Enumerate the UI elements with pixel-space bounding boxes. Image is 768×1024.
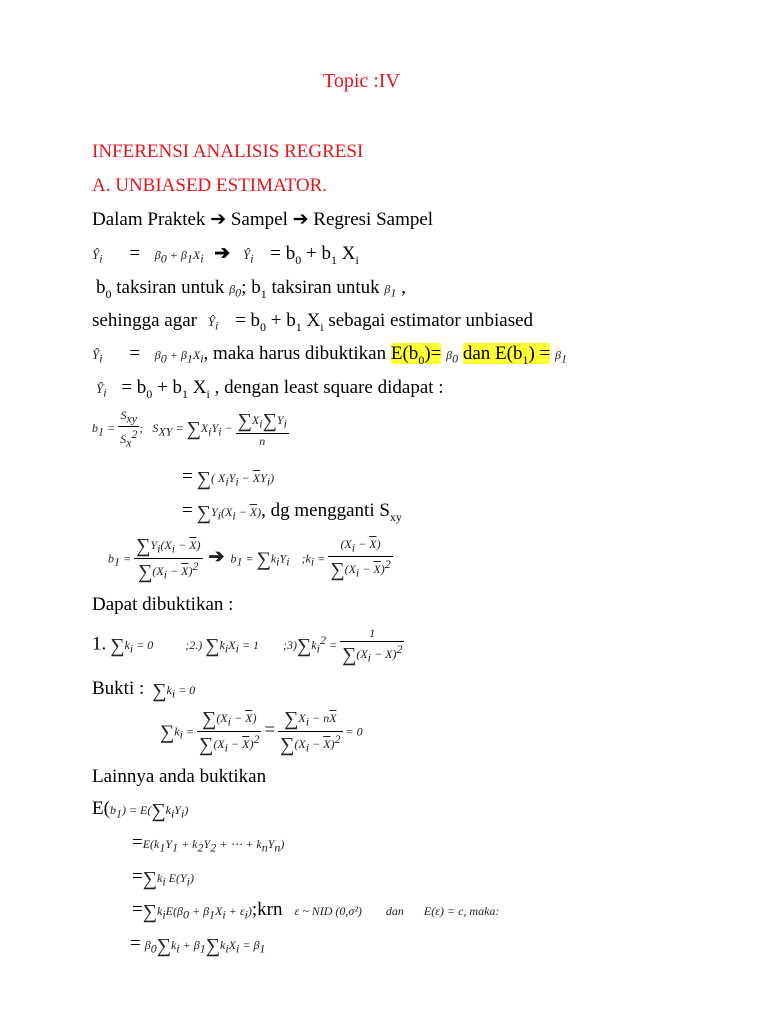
expectation-line-4: $=\sum k_iE(\beta_0 + \beta_1X_i$ + $\varepsilon_i);krn$ ε ~ NID (0,σ²) dan E(ε) = c, maka:: [132, 899, 500, 923]
praktek-line: [92, 208, 433, 231]
section-subheading: A. UNBIASED ESTIMATOR.: [92, 175, 328, 196]
highlight-e-b1: dan $E(b_1)$ =: [462, 343, 551, 367]
y-hat-symbol: $Ŷ_i$: [96, 381, 107, 400]
equals-sign: =: [129, 243, 141, 264]
y-hat-symbol: $Ŷ_i$: [207, 314, 219, 333]
sample-model-formula: = $b_0 + b_1$ $X_i$: [270, 243, 359, 267]
highlight-e-b0: $E(b_0)=$: [390, 343, 442, 367]
expectation-line-2: $=E(k_1Y_1 + k_2Y_2$ + ⋯ + $k_nY_n$): [132, 832, 285, 855]
arrow-icon: ➔: [214, 243, 231, 264]
lainnya-text: Lainnya anda buktikan: [92, 766, 267, 787]
praktek-text: Dalam Praktek: [92, 209, 206, 230]
least-square-line: $Ŷ_i = b_0 + b_1$ $X_i$ , dengan least square didapat :: [96, 377, 444, 401]
beta1-symbol: $\beta_1$: [384, 282, 397, 300]
properties-line: 1. $\sum k_i = 0$ ;2.) $\sum k_iX_i = 1$ $;3)\sum k_i^2$ = $\frac{1}{\sum(X_i - X)^2}$: [92, 626, 403, 666]
arrow-icon: ➔: [210, 209, 227, 230]
sxy-step-2: = ∑( $X_iY_i - \overline{X}Y_i$): [182, 466, 275, 490]
taksiran-line: $b_0$ taksiran untuk $\beta_0$; $b_1$ taksiran untuk $\beta_1$ ,: [96, 277, 406, 301]
model-line: [92, 242, 359, 268]
expectation-line-3: $=\sum k_i$ $E(Y_i)$: [132, 866, 194, 890]
y-hat-symbol: $Ŷ_i$: [242, 247, 254, 266]
sehingga-line: sehingga agar $Ŷ_i = b_0 + b_1$ $X_i$ sebagai estimator unbiased: [92, 310, 534, 334]
b1-sxy-formula: $b_1$ = $\frac{S_{xy}}{S_x^2}$ ; $S_{XY} = \sum X_iY_i$ − $\frac{\sum X_i\sum Y_i}{n}$: [92, 408, 287, 450]
b1-ki-formula: $b_1$ = $\frac{\sum Y_i(X_i - \overline{X})}{\sum(X_i - \overline{X})^2}$ ➔ $b_1 = \sum k_iY_i$ $;k_i$ = $\frac{(X_i - \overline{X})}{\sum(X_i - \overline{X})^2}$: [108, 535, 391, 583]
regresi-sampel-text: Regresi Sampel: [313, 209, 434, 230]
section-heading: INFERENSI ANALISIS REGRESI: [92, 141, 364, 162]
expectation-line-5: = $\beta_0\sum k_i + \beta_1\sum k_iX_i = \beta_1$: [130, 933, 266, 957]
bukti-line: Bukti : $\sum k_i = 0$: [92, 678, 196, 702]
arrow-icon: ➔: [208, 546, 225, 568]
sxy-step-3: = $\sum Y_i(X_i - \overline{X})$, dg mengganti $S_{xy}$: [182, 500, 402, 524]
page-title: Topic :IV: [323, 70, 400, 92]
y-hat-symbol: $Ŷ_i$: [92, 347, 103, 366]
expectation-line-1: $E(b_1) = E(\sum k_iY_i)$: [92, 798, 189, 822]
beta0-symbol: $\beta_0$: [229, 282, 242, 300]
bukti-derivation: $\sum k_i$ = $\frac{\sum(X_i - \overline{X})}{\sum(X_i - \overline{X})^2}$ = $\frac{\sum X_i - n\overline{X}}{\sum(X_i - \overline{X})^2}$ = 0: [160, 708, 363, 756]
maka-line: $Ŷ_i = \beta_0 + \beta_1X_i$, maka harus dibuktikan $E(b_0)= \beta_0$ dan $E(b_1) = \beta_1$: [92, 343, 567, 367]
population-model-formula: $\beta_0 + \beta_1X_i$: [154, 248, 204, 266]
y-hat-symbol: $Ŷ_i$: [92, 247, 103, 266]
sampel-text: Sampel: [230, 209, 288, 230]
dapat-dibuktikan: Dapat dibuktikan :: [92, 594, 234, 615]
arrow-icon: ➔: [292, 209, 309, 230]
